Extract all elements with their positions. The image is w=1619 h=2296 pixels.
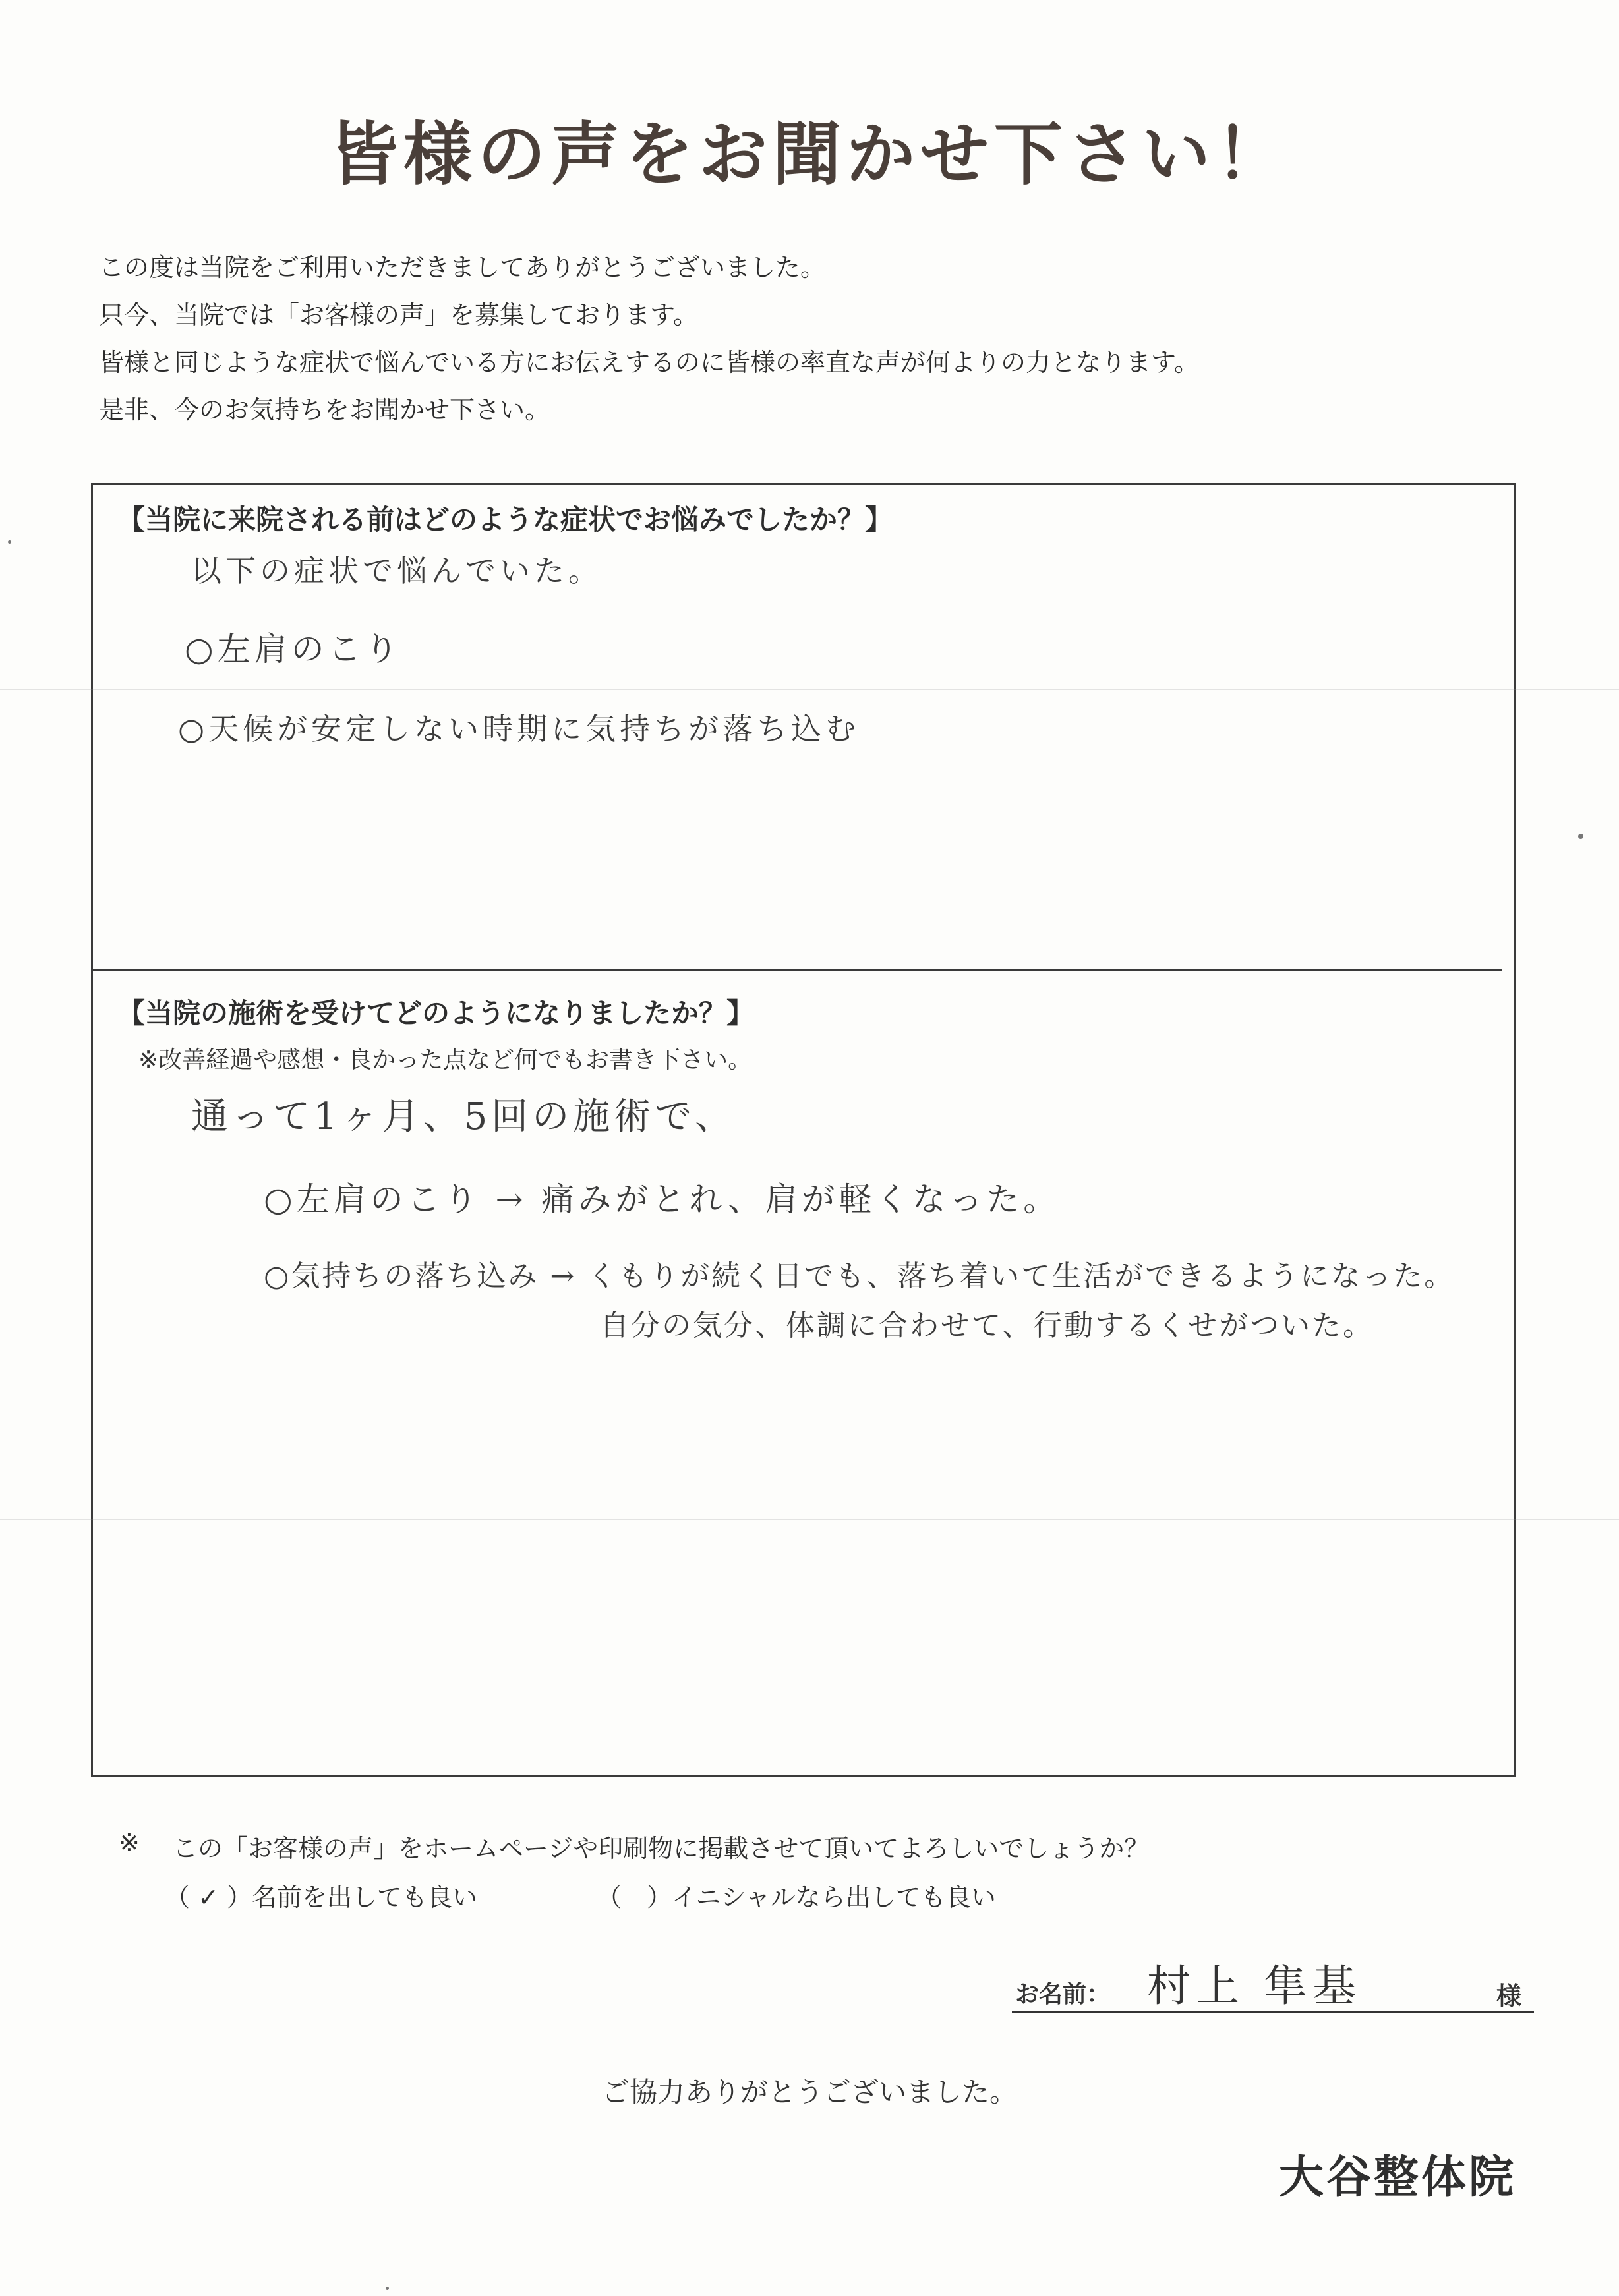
question-1-heading: 【当院に来院される前はどのような症状でお悩みでしたか？】: [117, 503, 893, 536]
consent-question: この「お客様の声」をホームページや印刷物に掲載させて頂いてよろしいでしょうか？: [173, 1834, 1150, 1863]
page-title: 皆様の声をお聞かせ下さい！: [329, 114, 1289, 194]
thanks-text: ご協力ありがとうございました。: [601, 2076, 1017, 2108]
answer-2-line: 自分の気分、体調に合わせて、行動するくせがついた。: [600, 1309, 1374, 1342]
intro-line: 只今、当院では「お客様の声」を募集しております。: [99, 301, 698, 330]
answer-1-line: 以下の症状で悩んでいた。: [191, 553, 603, 588]
paper-fold: [0, 1519, 1619, 1520]
intro-text: [99, 244, 1199, 434]
section-divider: [91, 969, 1502, 971]
answer-2-line: ○気持ちの落ち込み → くもりが続く日でも、落ち着いて生活ができるようになった。: [264, 1259, 1456, 1293]
name-label: お名前：: [1015, 1981, 1111, 2008]
answer-2-line: ○左肩のこり → 痛みがとれ、肩が軽くなった。: [264, 1180, 1061, 1219]
paper-fold: [0, 689, 1619, 690]
name-underline: [1012, 2011, 1534, 2013]
answer-1-line: ○天候が安定しない時期に気持ちが落ち込む: [178, 711, 860, 747]
answer-1-line: ○左肩のこり: [185, 630, 402, 668]
scan-speck: [386, 2287, 389, 2290]
name-value: 村上 隼基: [1147, 1961, 1361, 2011]
scan-speck: [8, 540, 11, 544]
consent-mark: ※: [119, 1828, 140, 1857]
intro-line: この度は当院をご利用いただきましてありがとうございました。: [99, 253, 826, 282]
answer-2-line: 通って1ヶ月、5回の施術で、: [191, 1095, 736, 1138]
intro-line: 是非、今のお気持ちをお聞かせ下さい。: [99, 395, 550, 424]
scan-speck: [1578, 834, 1583, 839]
intro-line: 皆様と同じような症状で悩んでいる方にお伝えするのに皆様の率直な声が何よりの力となります。: [99, 348, 1199, 377]
consent-option-initial[interactable]: （ ）イニシャルなら出しても良い: [597, 1883, 996, 1912]
clinic-name: 大谷整体院: [1279, 2152, 1517, 2204]
consent-option-name[interactable]: （ ✓ ）名前を出しても良い: [165, 1883, 477, 1912]
question-2-note: ※改善経過や感想・良かった点など何でもお書き下さい。: [138, 1047, 752, 1074]
question-2-heading: 【当院の施術を受けてどのようになりましたか？】: [117, 997, 755, 1029]
name-suffix: 様: [1496, 1982, 1522, 2011]
